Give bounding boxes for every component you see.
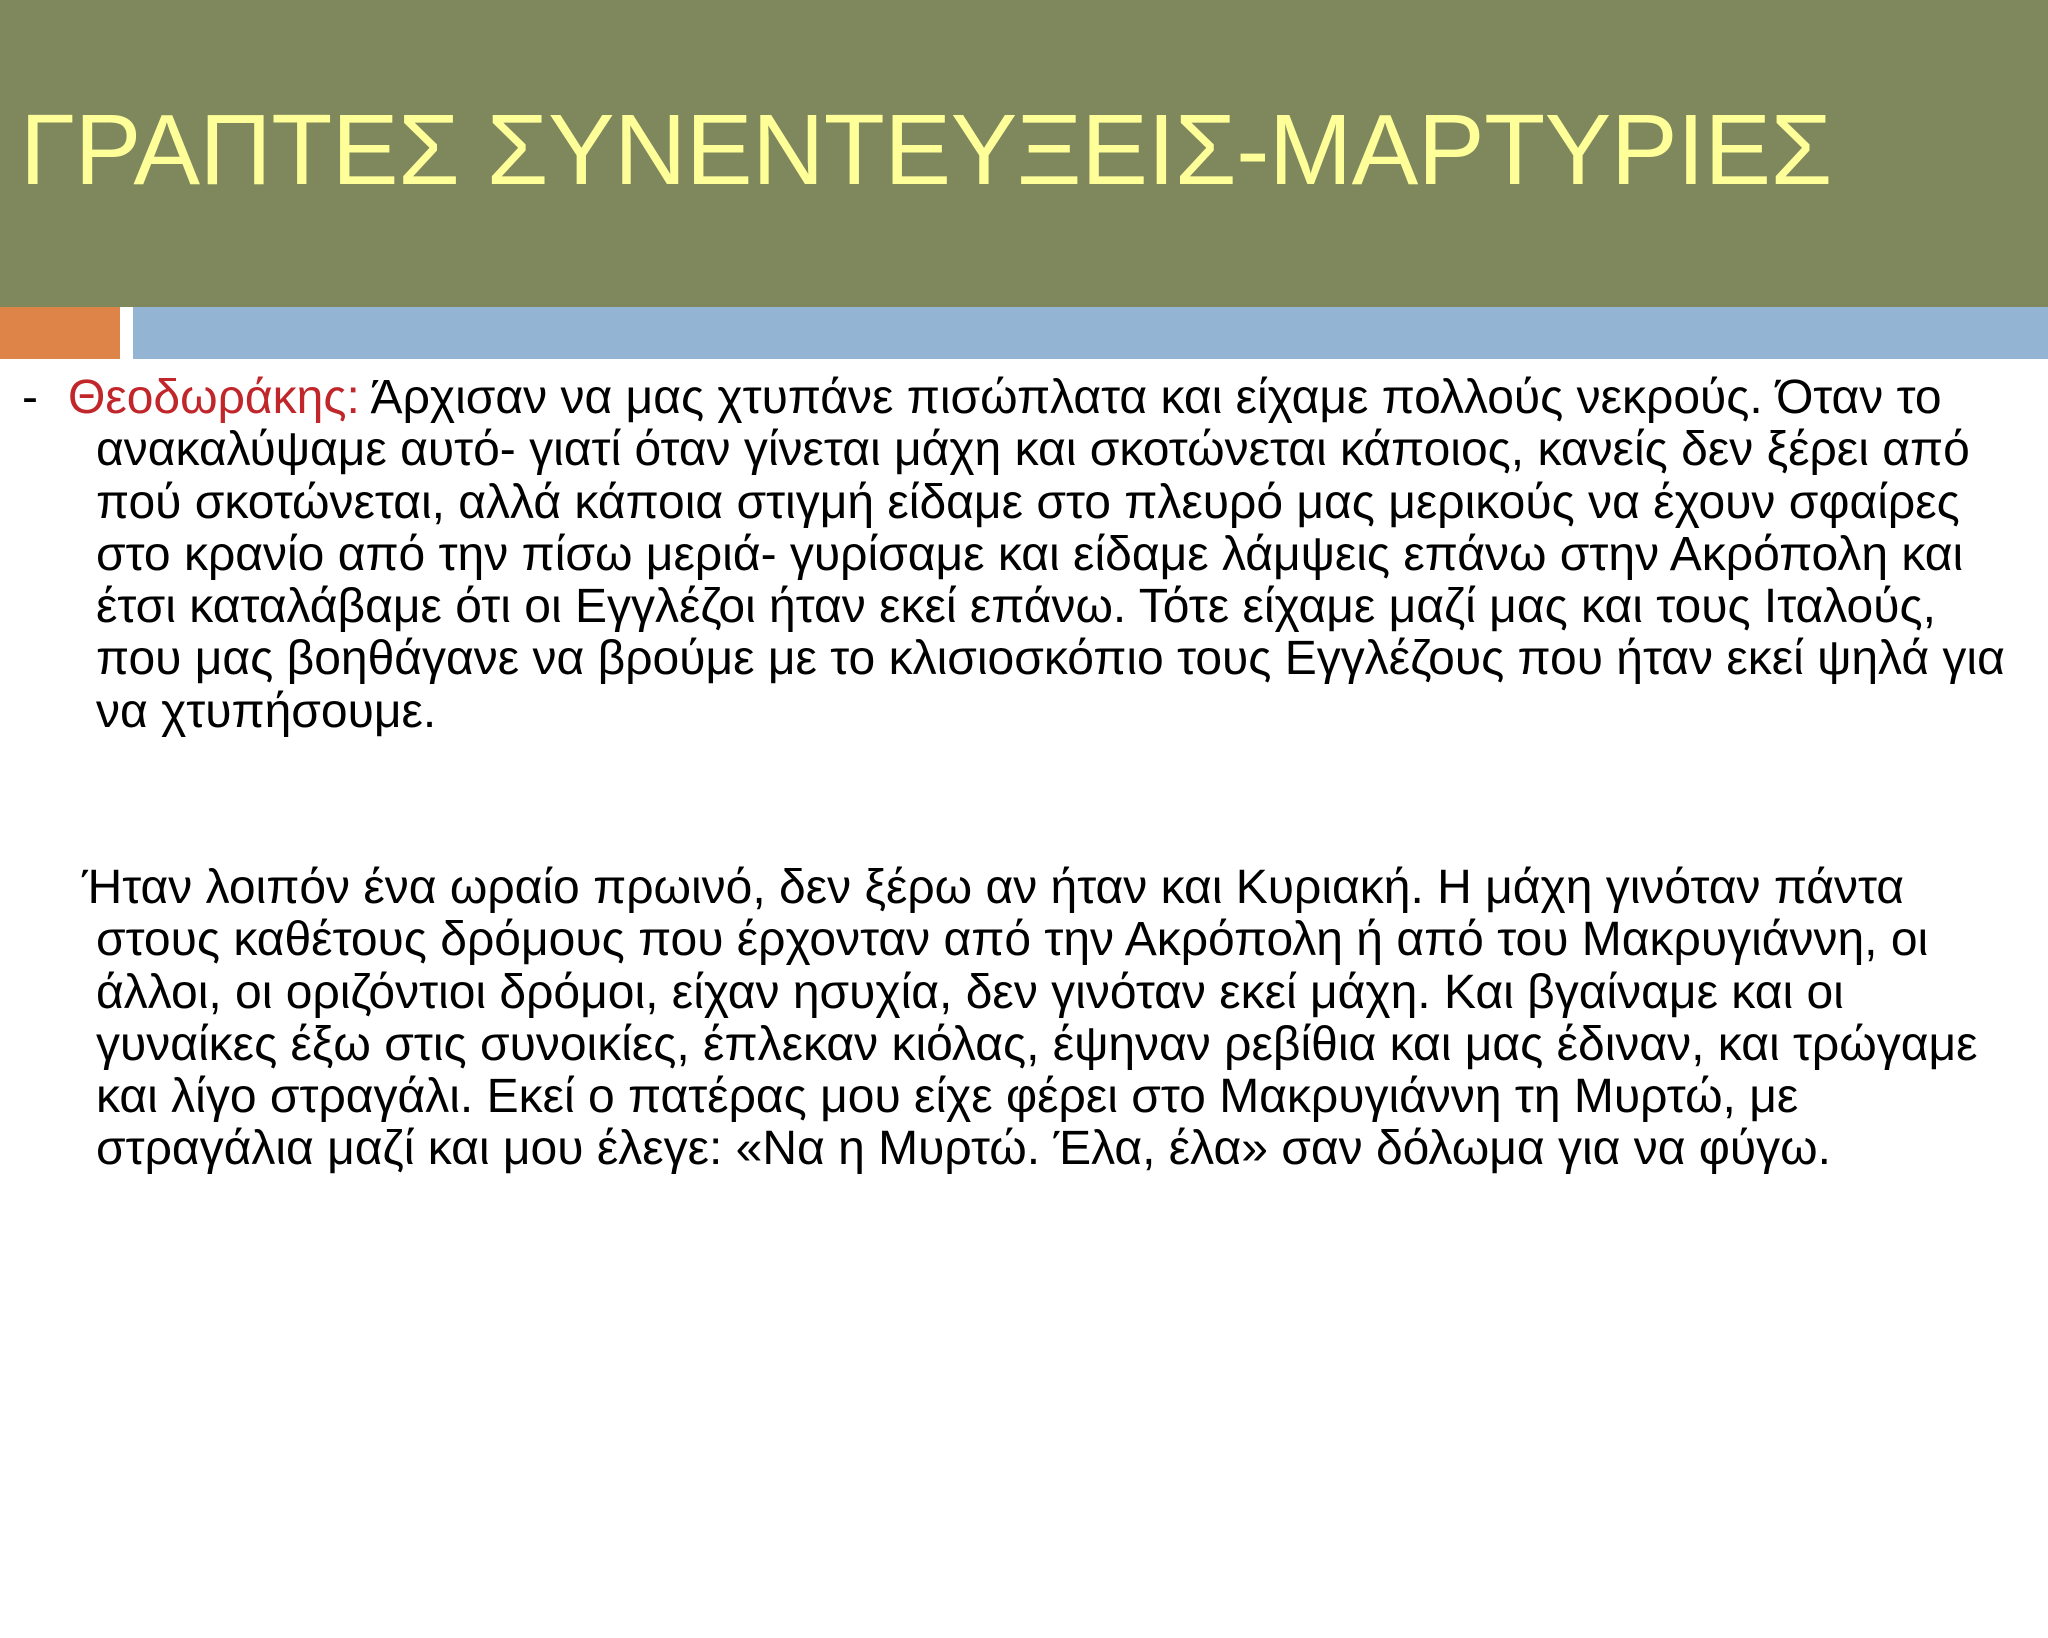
slide-header [0, 0, 2048, 307]
testimony-paragraph-1 [68, 371, 2026, 738]
testimony-text-2: Ήταν λοιπόν ένα ωραίο πρωινό, δεν ξέρω αν ήταν και Κυριακή. Η μάχη γινόταν πάντα στους καθέτους δρόμους που έρχονταν από την Ακρόπολη ή από του Μακρυγιάννη, οι άλλοι, οι οριζόντιοι δρόμοι, είχαν ησυχία, δεν γινόταν εκεί μάχη. Και βγαίναμε και οι γυναίκες έξω στις συνοικίες, έπλεκαν κιόλας, έψηναν ρεβίθια και μας έδιναν, και τρώγαμε και λίγο στραγάλι. Εκεί ο πατέρας μου είχε φέρει στο Μακρυγιάννη τη Μυρτώ, με στραγάλια μαζί και μου έλεγε: «Να η Μυρτώ. Έλα, έλα» σαν δόλωμα για να φύγω. [82, 861, 1978, 1176]
speaker-label: Θεοδωράκης: [68, 371, 360, 424]
accent-bar-blue [133, 307, 2048, 359]
speaker-name [68, 371, 360, 424]
testimony-text-1: Άρχισαν να μας χτυπάνε πισώπλατα και είχαμε πολλούς νεκρούς. Όταν το ανακαλύψαμε αυτό- γιατί όταν γίνεται μάχη και σκοτώνεται κάποιος, κανείς δεν ξέρει από πού σκοτώνεται, αλλά κάποια στιγμή είδαμε στο πλευρό μας μερικούς να έχουν σφαίρες στο κρανίο από την πίσω μεριά- γυρίσαμε και είδαμε λάμψεις επάνω στην Ακρόπολη και έτσι καταλάβαμε ότι οι Εγγλέζοι ήταν εκεί επάνω. Τότε είχαμε μαζί μας και τους Ιταλούς, που μας βοηθάγανε να βρούμε με το κλισιοσκόπιο τους Εγγλέζους που ήταν εκεί ψηλά για να χτυπήσουμε. [96, 371, 2005, 738]
slide-body [0, 372, 2048, 1272]
slide-title: ΓΡΑΠΤΕΣ ΣΥΝΕΝΤΕΥΞΕΙΣ-ΜΑΡΤΥΡΙΕΣ [20, 94, 1832, 206]
testimony-paragraph-2 [82, 861, 2026, 1176]
accent-bar-orange [0, 307, 120, 359]
bullet-dash: - [22, 371, 38, 424]
